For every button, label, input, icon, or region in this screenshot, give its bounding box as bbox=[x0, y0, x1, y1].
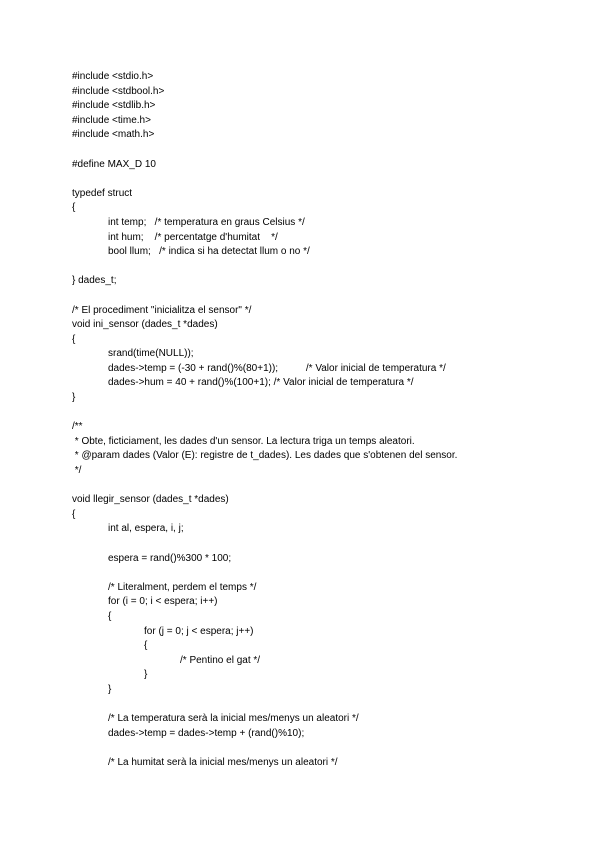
code-line: * @param dades (Valor (E): registre de t_dades). Les dades que s'obtenen del sensor. bbox=[72, 450, 458, 462]
code-listing bbox=[72, 70, 572, 771]
code-line: #include <time.h> bbox=[72, 114, 151, 126]
code-line: { bbox=[108, 610, 112, 622]
code-line: /* Pentino el gat */ bbox=[180, 654, 261, 666]
code-line: for (i = 0; i < espera; i++) bbox=[108, 596, 218, 608]
code-line bbox=[72, 289, 572, 304]
code-line: #include <stdbool.h> bbox=[72, 85, 165, 97]
code-line: /* El procediment "inicialitza el sensor" */ bbox=[72, 304, 252, 316]
code-line: } bbox=[72, 392, 76, 404]
code-line: /* La temperatura serà la inicial mes/menys un aleatori */ bbox=[108, 713, 359, 725]
code-line bbox=[72, 479, 572, 494]
code-line: { bbox=[72, 508, 76, 520]
code-line: int hum; /* percentatge d'humitat */ bbox=[108, 231, 278, 243]
code-line: typedef struct bbox=[72, 187, 133, 199]
code-line bbox=[72, 260, 572, 275]
code-line bbox=[72, 741, 572, 756]
code-line: } dades_t; bbox=[72, 275, 117, 287]
code-line bbox=[72, 406, 572, 421]
code-line: /* La humitat serà la inicial mes/menys un aleatori */ bbox=[108, 756, 338, 768]
code-line: { bbox=[144, 640, 148, 652]
code-line bbox=[72, 143, 572, 158]
code-line: } bbox=[108, 683, 112, 695]
code-line: espera = rand()%300 * 100; bbox=[108, 552, 232, 564]
code-line: */ bbox=[72, 465, 82, 477]
code-line: * Obte, ficticiament, les dades d'un sensor. La lectura triga un temps aleatori. bbox=[72, 435, 415, 447]
code-line: dades->temp = (-30 + rand()%(80+1)); /* Valor inicial de temperatura */ bbox=[108, 362, 446, 374]
code-line: bool llum; /* indica si ha detectat llum o no */ bbox=[108, 246, 310, 258]
code-line: dades->temp = dades->temp + (rand()%10); bbox=[108, 727, 305, 739]
code-line bbox=[72, 698, 572, 713]
code-line bbox=[72, 537, 572, 552]
code-line: void ini_sensor (dades_t *dades) bbox=[72, 319, 218, 331]
code-line: dades->hum = 40 + rand()%(100+1); /* Valor inicial de temperatura */ bbox=[108, 377, 414, 389]
code-line: } bbox=[144, 669, 148, 681]
code-line: /* Literalment, perdem el temps */ bbox=[108, 581, 257, 593]
code-line: #include <stdlib.h> bbox=[72, 100, 156, 112]
code-line: { bbox=[72, 202, 76, 214]
code-line bbox=[72, 566, 572, 581]
code-line bbox=[72, 172, 572, 187]
code-line: #include <math.h> bbox=[72, 129, 155, 141]
code-line: #define MAX_D 10 bbox=[72, 158, 156, 170]
code-line: #include <stdio.h> bbox=[72, 71, 154, 82]
code-line: for (j = 0; j < espera; j++) bbox=[144, 625, 254, 637]
code-line: /** bbox=[72, 421, 83, 433]
code-line: { bbox=[72, 333, 76, 345]
code-line: void llegir_sensor (dades_t *dades) bbox=[72, 494, 229, 506]
code-line: int temp; /* temperatura en graus Celsius */ bbox=[108, 216, 305, 228]
code-line: int al, espera, i, j; bbox=[108, 523, 184, 535]
code-line: srand(time(NULL)); bbox=[108, 348, 194, 360]
